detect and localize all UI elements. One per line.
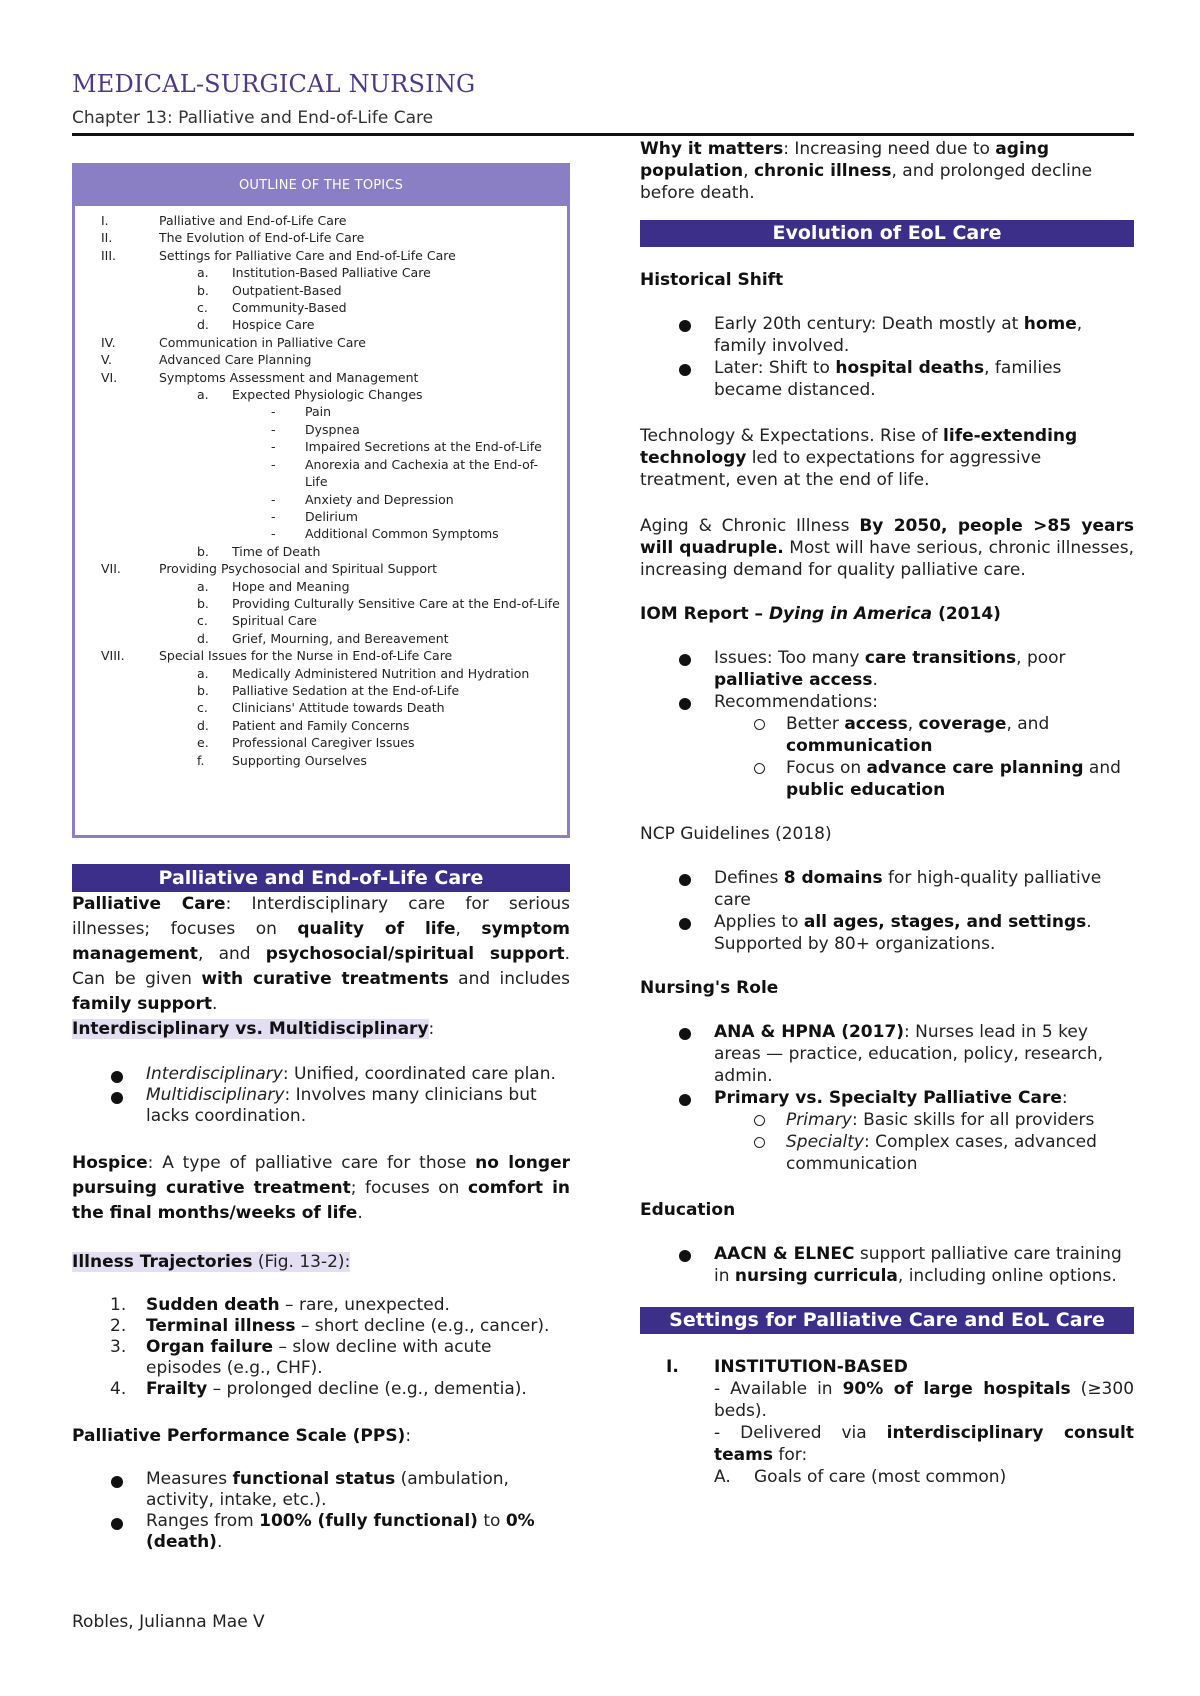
- iom-report-heading: IOM Report – Dying in America (2014): [640, 604, 1001, 624]
- left-column: [72, 892, 570, 1553]
- outline-text: Community-Based: [232, 300, 347, 316]
- outline-item: [75, 717, 567, 734]
- outline-item: [75, 682, 567, 699]
- outline-item: [75, 229, 567, 246]
- outline-text: Hope and Meaning: [232, 578, 350, 594]
- list-item: 1. Sudden death – rare, unexpected.: [110, 1295, 450, 1315]
- interdisciplinary-heading: Interdisciplinary vs. Multidisciplinary:: [72, 1019, 435, 1039]
- pps-heading: Palliative Performance Scale (PPS):: [72, 1426, 412, 1446]
- outline-marker: VII.: [101, 561, 121, 577]
- outline-item: [75, 264, 567, 281]
- list-item: Specialty: Complex cases, advanced communication: [640, 1131, 1134, 1175]
- outline-text: Hospice Care: [232, 317, 315, 333]
- aging-paragraph: Aging & Chronic Illness By 2050, people >85 years will quadruple. Most will have serious, chronic illnesses, increasing demand for quality palliative care.: [640, 516, 1134, 580]
- outline-item: [75, 334, 567, 351]
- outline-item: [75, 665, 567, 682]
- ncp-guidelines-heading: NCP Guidelines (2018): [640, 824, 832, 844]
- nursing-role-list: [640, 1021, 1134, 1109]
- outline-text: Patient and Family Concerns: [232, 717, 410, 733]
- outline-item: [75, 351, 567, 368]
- outline-item: [75, 752, 567, 769]
- outline-text: Impaired Secretions at the End-of-Life: [305, 439, 542, 455]
- list-item: 3. Organ failure – slow decline with acute episodes (e.g., CHF).: [110, 1337, 492, 1378]
- list-item: Measures functional status (ambulation, activity, intake, etc.).: [72, 1469, 570, 1511]
- ncp-list: [640, 867, 1134, 955]
- outline-item: [75, 491, 567, 508]
- outline-marker: b.: [197, 682, 209, 698]
- palliative-care-paragraph: Palliative Care: Interdisciplinary care for serious illnesses; focuses on quality of life, symptom management, and psychosocial/spiritual support. Can be given with curative treatments and includes family support.: [72, 894, 570, 1014]
- historical-list: [640, 313, 1134, 401]
- outline-item: [75, 734, 567, 751]
- section-heading-settings: Settings for Palliative Care and EoL Care: [640, 1307, 1134, 1334]
- outline-text: Settings for Palliative Care and End-of-Life Care: [159, 247, 456, 263]
- list-item: Interdisciplinary: Unified, coordinated care plan.: [72, 1064, 570, 1085]
- outline-item: [75, 543, 567, 560]
- list-item: 4. Frailty – prolonged decline (e.g., dementia).: [110, 1379, 527, 1399]
- outline-marker: VIII.: [101, 648, 125, 664]
- outline-item: [75, 699, 567, 716]
- outline-text: Medically Administered Nutrition and Hydration: [232, 665, 530, 681]
- historical-shift-heading: Historical Shift: [640, 270, 784, 290]
- outline-text: Institution-Based Palliative Care: [232, 265, 431, 281]
- document-title: MEDICAL-SURGICAL NURSING: [72, 70, 476, 98]
- outline-item: [75, 578, 567, 595]
- outline-text: Grief, Mourning, and Bereavement: [232, 630, 449, 646]
- illness-trajectories-heading: Illness Trajectories (Fig. 13-2):: [72, 1252, 351, 1272]
- outline-text: Additional Common Symptoms: [305, 526, 499, 542]
- outline-marker: -: [271, 439, 276, 455]
- iom-list: [640, 647, 1134, 713]
- outline-marker: d.: [197, 717, 209, 733]
- outline-item: [75, 508, 567, 525]
- list-item: Defines 8 domains for high-quality palliative care: [640, 867, 1134, 911]
- outline-marker: -: [271, 508, 276, 524]
- nursing-role-heading: Nursing's Role: [640, 978, 779, 998]
- outline-item: [75, 247, 567, 264]
- outline-text: Communication in Palliative Care: [159, 334, 366, 350]
- outline-item: [75, 612, 567, 629]
- outline-text: Outpatient-Based: [232, 282, 342, 298]
- outline-text: The Evolution of End-of-Life Care: [159, 230, 365, 246]
- outline-text: Delirium: [305, 508, 358, 524]
- outline-marker: c.: [197, 700, 208, 716]
- outline-box: [72, 163, 570, 838]
- recommendations-list: [640, 713, 1134, 801]
- outline-item: [75, 525, 567, 542]
- list-item: ANA & HPNA (2017): Nurses lead in 5 key areas — practice, education, policy, research, admin.: [640, 1021, 1134, 1087]
- outline-item: [75, 421, 567, 438]
- outline-marker: f.: [197, 752, 205, 768]
- list-item: Issues: Too many care transitions, poor palliative access.: [640, 647, 1134, 691]
- why-it-matters-paragraph: Why it matters: Increasing need due to aging population, chronic illness, and prolonged decline before death.: [640, 139, 1093, 203]
- outline-item: [75, 299, 567, 316]
- outline-marker: a.: [197, 265, 209, 281]
- outline-item: [75, 438, 567, 455]
- education-list: [640, 1243, 1134, 1287]
- outline-text: Advanced Care Planning: [159, 352, 312, 368]
- institution-availability: - Available in 90% of large hospitals (≥300 beds).: [714, 1379, 1135, 1421]
- outline-text: Palliative Sedation at the End-of-Life: [232, 682, 460, 698]
- outline-marker: c.: [197, 300, 208, 316]
- outline-marker: d.: [197, 630, 209, 646]
- outline-marker: -: [271, 404, 276, 420]
- outline-marker: V.: [101, 352, 112, 368]
- care-types-list: [640, 1109, 1134, 1175]
- list-item: Recommendations:: [640, 691, 1134, 713]
- outline-text: Clinicians' Attitude towards Death: [232, 700, 445, 716]
- outline-text: Professional Caregiver Issues: [232, 735, 415, 751]
- outline-marker: -: [271, 491, 276, 507]
- section-heading-evolution: Evolution of EoL Care: [640, 220, 1134, 247]
- chapter-subtitle: Chapter 13: Palliative and End-of-Life Care: [72, 108, 434, 128]
- outline-item: [75, 369, 567, 386]
- outline-text: Time of Death: [232, 543, 321, 559]
- outline-marker: b.: [197, 595, 209, 611]
- outline-item: [75, 386, 567, 403]
- outline-text: Providing Culturally Sensitive Care at the End-of-Life: [232, 595, 560, 611]
- outline-text: Spiritual Care: [232, 613, 317, 629]
- list-item: 2. Terminal illness – short decline (e.g., cancer).: [110, 1316, 550, 1336]
- outline-text: Pain: [305, 404, 332, 420]
- outline-marker: a.: [197, 387, 209, 403]
- institution-delivery: - Delivered via interdisciplinary consult teams for:: [714, 1423, 1134, 1465]
- outline-item: [75, 456, 567, 491]
- list-item: Primary: Basic skills for all providers: [640, 1109, 1134, 1131]
- outline-marker: c.: [197, 613, 208, 629]
- interdisciplinary-list: [72, 1064, 570, 1127]
- outline-item: [75, 316, 567, 333]
- outline-item: [75, 630, 567, 647]
- list-item: Ranges from 100% (fully functional) to 0% (death).: [72, 1511, 570, 1553]
- outline-item: [75, 403, 567, 420]
- outline-text: Special Issues for the Nurse in End-of-Life Care: [159, 648, 453, 664]
- list-item: Early 20th century: Death mostly at home, family involved.: [640, 313, 1134, 357]
- outline-item: [75, 212, 567, 229]
- outline-text: Anxiety and Depression: [305, 491, 454, 507]
- list-item: Later: Shift to hospital deaths, families became distanced.: [640, 357, 1134, 401]
- outline-text: Palliative and End-of-Life Care: [159, 213, 347, 228]
- list-item: Better access, coverage, and communication: [640, 713, 1134, 757]
- outline-marker: a.: [197, 665, 209, 681]
- section-heading-palliative: Palliative and End-of-Life Care: [72, 864, 570, 892]
- outline-marker: III.: [101, 247, 117, 263]
- outline-text: Providing Psychosocial and Spiritual Support: [159, 561, 438, 577]
- author-footer: Robles, Julianna Mae V: [72, 1612, 265, 1632]
- outline-item: [75, 282, 567, 299]
- hospice-paragraph: Hospice: A type of palliative care for those no longer pursuing curative treatment; focuses on comfort in the final months/weeks of life.: [72, 1153, 571, 1223]
- outline-item: [75, 647, 567, 664]
- header-rule: [72, 133, 1134, 136]
- list-item: Focus on advance care planning and public education: [640, 757, 1134, 801]
- outline-text: Dyspnea: [305, 421, 360, 437]
- technology-paragraph: Technology & Expectations. Rise of life-extending technology led to expectations for aggressive treatment, even at the end of life.: [640, 426, 1078, 490]
- outline-list: [75, 206, 567, 769]
- outline-marker: -: [271, 456, 276, 472]
- outline-marker: b.: [197, 543, 209, 559]
- outline-marker: e.: [197, 735, 209, 751]
- outline-marker: -: [271, 526, 276, 542]
- institution-based-section: I. INSTITUTION-BASED - Available in 90% of large hospitals (≥300 beds). - Delivered via interdisciplinary consult teams for: A. Goals of care (most common): [666, 1357, 1135, 1487]
- outline-text: Symptoms Assessment and Management: [159, 369, 419, 385]
- list-item: Primary vs. Specialty Palliative Care:: [640, 1087, 1134, 1109]
- outline-item: [75, 560, 567, 577]
- outline-marker: -: [271, 421, 276, 437]
- outline-marker: II.: [101, 230, 113, 246]
- outline-text: Supporting Ourselves: [232, 752, 367, 768]
- outline-item: [75, 595, 567, 612]
- right-column: [640, 138, 1134, 1488]
- outline-marker: b.: [197, 282, 209, 298]
- list-item: Applies to all ages, stages, and settings. Supported by 80+ organizations.: [640, 911, 1134, 955]
- education-heading: Education: [640, 1200, 736, 1220]
- list-item: AACN & ELNEC support palliative care training in nursing curricula, including online options.: [640, 1243, 1134, 1287]
- outline-marker: VI.: [101, 369, 118, 385]
- goals-of-care-item: A. Goals of care (most common): [714, 1467, 1007, 1487]
- list-item: Multidisciplinary: Involves many clinicians but lacks coordination.: [72, 1085, 570, 1127]
- outline-heading: OUTLINE OF THE TOPICS: [75, 166, 567, 206]
- outline-marker: d.: [197, 317, 209, 333]
- outline-text: Expected Physiologic Changes: [232, 387, 423, 403]
- outline-marker: I.: [101, 213, 109, 228]
- outline-marker: IV.: [101, 334, 116, 350]
- outline-text: Anorexia and Cachexia at the End-of-Life: [305, 456, 539, 490]
- outline-marker: a.: [197, 578, 209, 594]
- trajectory-list: [72, 1295, 570, 1400]
- pps-list: [72, 1469, 570, 1553]
